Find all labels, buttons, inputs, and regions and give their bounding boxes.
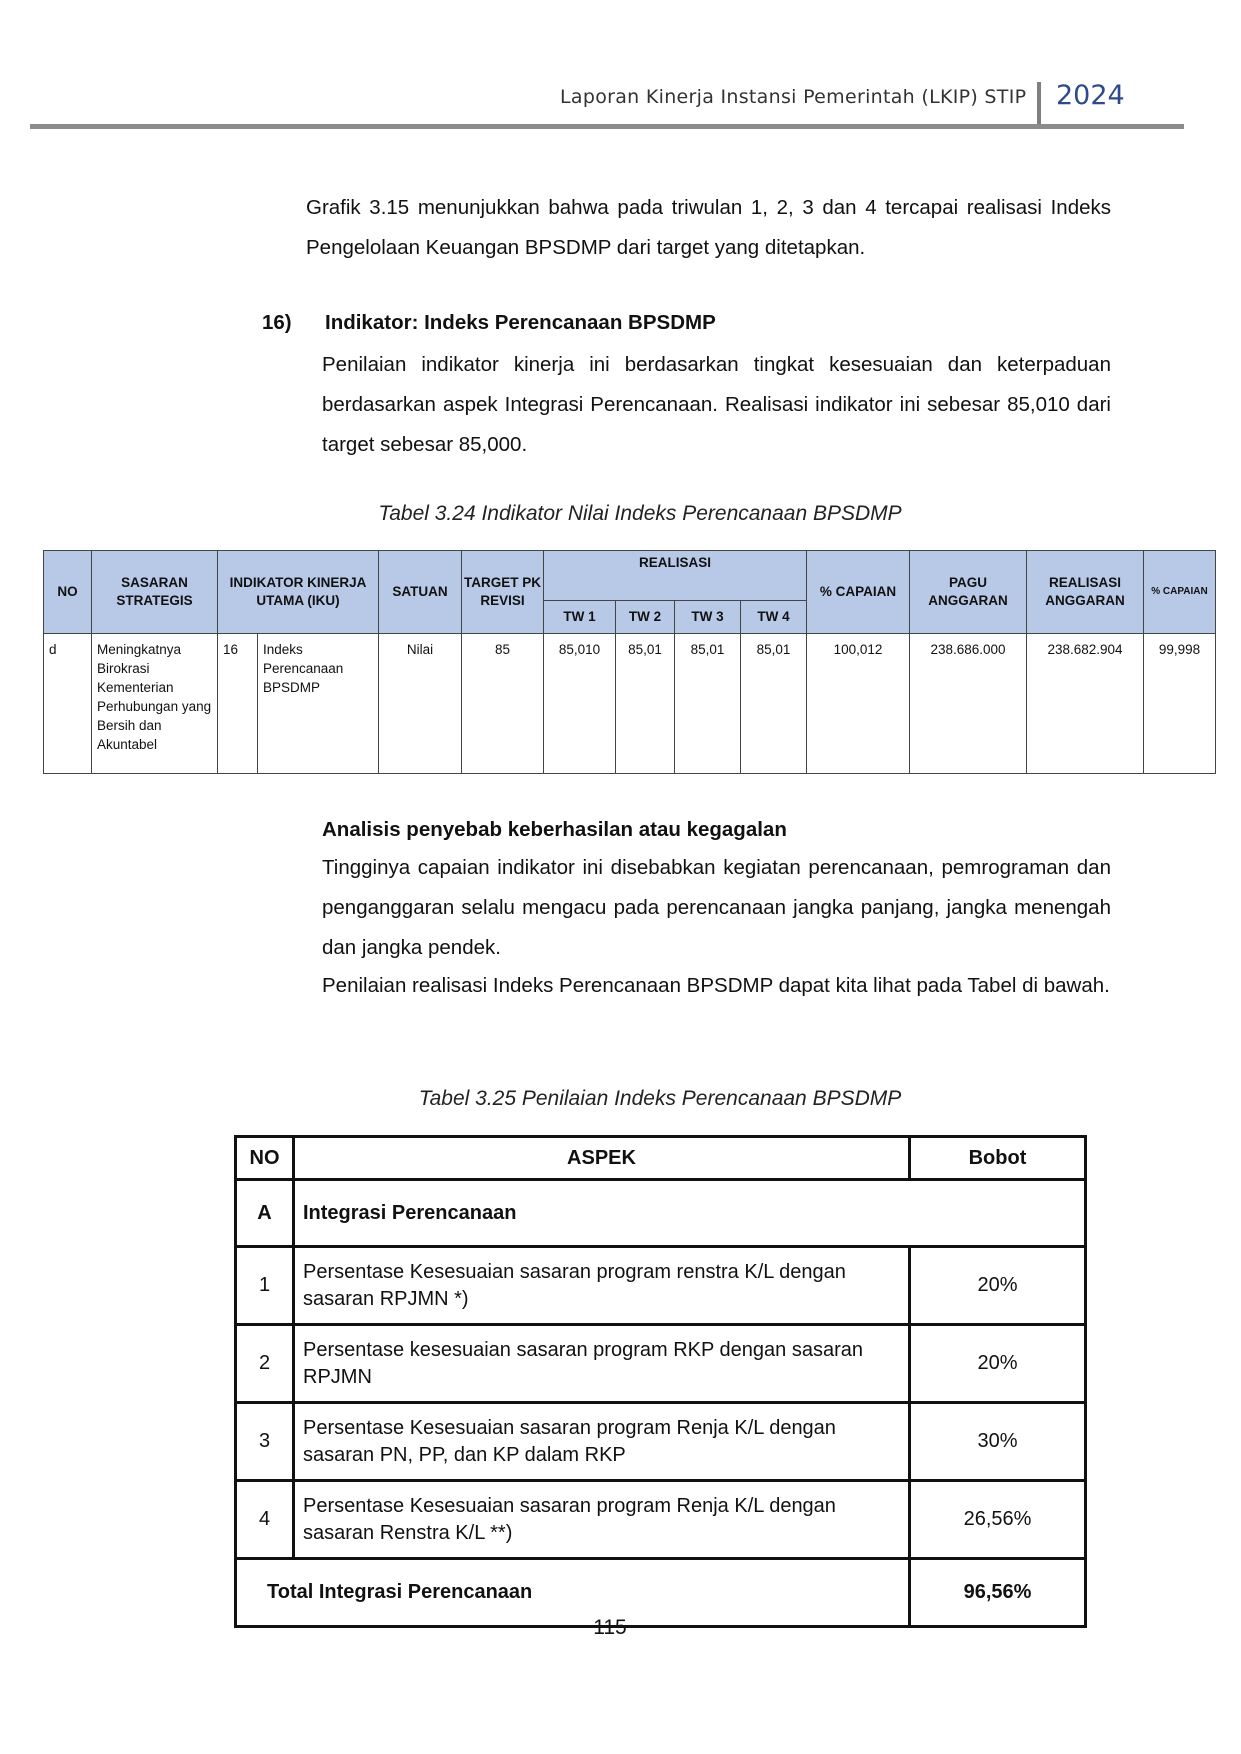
total-row bbox=[236, 1559, 1086, 1627]
group-label: Integrasi Perencanaan bbox=[294, 1180, 1086, 1247]
intro-paragraph: Grafik 3.15 menunjukkan bahwa pada triwulan 1, 2, 3 dan 4 tercapai realisasi Indeks Pengelolaan Keuangan BPSDMP dari target yang ditetapkan. bbox=[306, 196, 1111, 259]
cell-pagu: 238.686.000 bbox=[910, 634, 1027, 774]
group-no: A bbox=[236, 1180, 294, 1247]
table-row bbox=[236, 1247, 1086, 1325]
col-header-pagu: PAGU ANGGARAN bbox=[910, 551, 1027, 634]
col-header-iku: INDIKATOR KINERJA UTAMA (IKU) bbox=[218, 551, 379, 634]
col-header-bobot: Bobot bbox=[910, 1137, 1086, 1180]
table-row bbox=[236, 1325, 1086, 1403]
running-header-year: 2024 bbox=[1056, 80, 1125, 111]
cell-no: d bbox=[44, 634, 92, 774]
cell-satuan: Nilai bbox=[379, 634, 462, 774]
section-title: Indikator: Indeks Perencanaan BPSDMP bbox=[325, 311, 716, 334]
table-row bbox=[236, 1403, 1086, 1481]
col-header-tw4: TW 4 bbox=[741, 601, 807, 634]
row-bobot: 20% bbox=[910, 1247, 1086, 1325]
row-no: 1 bbox=[236, 1247, 294, 1325]
analysis-body-2: Penilaian realisasi Indeks Perencanaan BPSDMP dapat kita lihat pada Tabel di bawah. bbox=[322, 974, 1110, 997]
group-row bbox=[236, 1180, 1086, 1247]
header-rule bbox=[30, 124, 1184, 129]
col-header-satuan: SATUAN bbox=[379, 551, 462, 634]
page-number: 115 bbox=[593, 1616, 627, 1639]
row-aspek: Persentase Kesesuaian sasaran program renstra K/L dengan sasaran RPJMN *) bbox=[294, 1247, 910, 1325]
row-aspek: Persentase Kesesuaian sasaran program Renja K/L dengan sasaran PN, PP, dan KP dalam RKP bbox=[294, 1403, 910, 1481]
table-row bbox=[236, 1481, 1086, 1559]
cell-iku: Indeks Perencanaan BPSDMP bbox=[258, 634, 379, 774]
col-header-tw2: TW 2 bbox=[616, 601, 675, 634]
col-header-no: NO bbox=[236, 1137, 294, 1180]
col-header-tw3: TW 3 bbox=[675, 601, 741, 634]
col-header-target: TARGET PK REVISI bbox=[462, 551, 544, 634]
cell-target: 85 bbox=[462, 634, 544, 774]
indicator-table bbox=[43, 550, 1216, 774]
cell-tw2: 85,01 bbox=[616, 634, 675, 774]
cell-tw4: 85,01 bbox=[741, 634, 807, 774]
cell-capaian-anggaran: 99,998 bbox=[1144, 634, 1216, 774]
col-header-tw1: TW 1 bbox=[544, 601, 616, 634]
row-bobot: 20% bbox=[910, 1325, 1086, 1403]
total-value: 96,56% bbox=[910, 1559, 1086, 1627]
cell-realisasi-anggaran: 238.682.904 bbox=[1027, 634, 1144, 774]
col-header-realisasi-anggaran: REALISASI ANGGARAN bbox=[1027, 551, 1144, 634]
section-body: Penilaian indikator kinerja ini berdasarkan tingkat kesesuaian dan keterpaduan berdasarkan aspek Integrasi Perencanaan. Realisasi indikator ini sebesar 85,010 dari target sebesar 85,000. bbox=[322, 353, 1111, 456]
row-aspek: Persentase kesesuaian sasaran program RKP dengan sasaran RPJMN bbox=[294, 1325, 910, 1403]
col-header-no: NO bbox=[44, 551, 92, 634]
table-caption: Tabel 3.24 Indikator Nilai Indeks Perencanaan BPSDMP bbox=[378, 502, 902, 525]
row-bobot: 30% bbox=[910, 1403, 1086, 1481]
row-no: 3 bbox=[236, 1403, 294, 1481]
analysis-body: Tingginya capaian indikator ini disebabkan kegiatan perencanaan, pemrograman dan penganggaran selalu mengacu pada perencanaan jangka panjang, jangka menengah dan jangka pendek. bbox=[322, 856, 1111, 959]
table-caption-2: Tabel 3.25 Penilaian Indeks Perencanaan BPSDMP bbox=[418, 1087, 902, 1110]
cell-tw3: 85,01 bbox=[675, 634, 741, 774]
assessment-table bbox=[234, 1135, 1087, 1628]
cell-tw1: 85,010 bbox=[544, 634, 616, 774]
cell-capaian: 100,012 bbox=[807, 634, 910, 774]
col-header-capaian-anggaran: % CAPAIAN bbox=[1144, 551, 1216, 634]
cell-sasaran: Meningkatnya Birokrasi Kementerian Perhubungan yang Bersih dan Akuntabel bbox=[92, 634, 218, 774]
total-label: Total Integrasi Perencanaan bbox=[236, 1559, 910, 1627]
table-row bbox=[44, 634, 1216, 774]
analysis-title: Analisis penyebab keberhasilan atau kegagalan bbox=[322, 818, 787, 841]
row-no: 4 bbox=[236, 1481, 294, 1559]
row-no: 2 bbox=[236, 1325, 294, 1403]
row-bobot: 26,56% bbox=[910, 1481, 1086, 1559]
section-number: 16) bbox=[262, 311, 292, 334]
cell-iku-no: 16 bbox=[218, 634, 258, 774]
col-header-realisasi: REALISASI bbox=[544, 551, 807, 601]
col-header-capaian: % CAPAIAN bbox=[807, 551, 910, 634]
row-aspek: Persentase Kesesuaian sasaran program Renja K/L dengan sasaran Renstra K/L **) bbox=[294, 1481, 910, 1559]
col-header-aspek: ASPEK bbox=[294, 1137, 910, 1180]
running-header-title: Laporan Kinerja Instansi Pemerintah (LKIP) STIP bbox=[560, 86, 1027, 108]
header-divider bbox=[1037, 82, 1041, 126]
col-header-sasaran: SASARAN STRATEGIS bbox=[92, 551, 218, 634]
